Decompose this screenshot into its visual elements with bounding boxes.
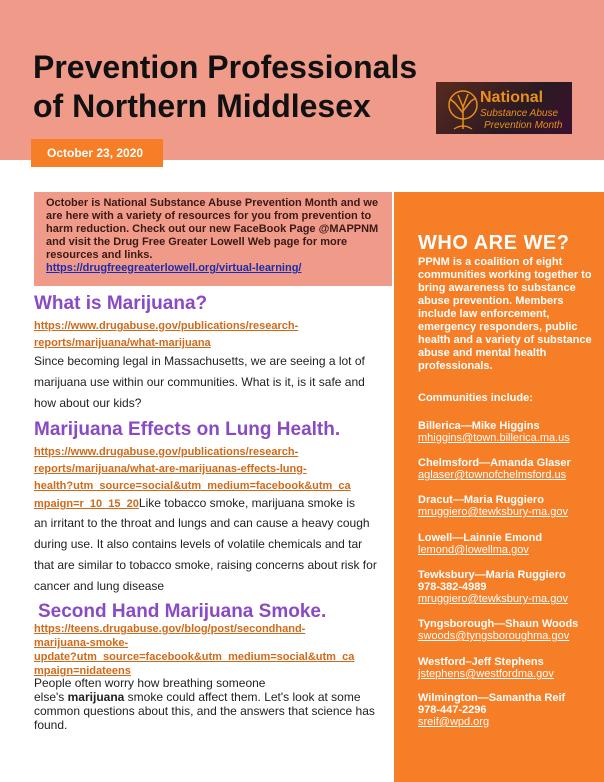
link-line: health?utm_source=social&utm_medium=facebook&utm_ca (34, 480, 351, 492)
section-title-lung-health: Marijuana Effects on Lung Health. (34, 419, 341, 440)
body-line: an irritant to the throat and lungs and can cause a heavy cough (34, 516, 370, 530)
member-lowell (418, 532, 602, 556)
section-title-second-hand-smoke: Second Hand Marijuana Smoke. (38, 601, 327, 622)
link-line: https://www.drugabuse.gov/publications/research- (34, 320, 299, 332)
member-name: Tewksbury—Maria Ruggiero (418, 569, 566, 581)
member-email-link[interactable]: swoods@tyngsboroughma.gov (418, 630, 570, 642)
logo-text-substance-abuse: Substance Abuse (480, 108, 559, 119)
member-name: Tyngsborough—Shaun Woods (418, 618, 579, 630)
member-email-link[interactable]: mruggiero@tewksbury-ma.gov (418, 506, 568, 518)
member-email-link[interactable]: sreif@wpd.org (418, 716, 490, 728)
who-are-we-sidebar (394, 192, 604, 782)
coalition-description: PPNM is a coalition of eight communities working together to bring awareness to substance abuse prevention. Members include law enforcement, emergency responders, public health and a variety of substance abuse and mental health professionals. (418, 256, 592, 372)
link-line: https://www.drugabuse.gov/publications/research- (34, 446, 299, 458)
link-line: reports/marijuana/what-are-marijuanas-effects-lung- (34, 463, 307, 475)
link-line: https://teens.drugabuse.gov/blog/post/secondhand- (34, 623, 306, 635)
link-line: update?utm_source=facebook&utm_medium=social&utm_ca (34, 651, 355, 663)
member-westford (418, 656, 602, 680)
drug-free-lowell-link[interactable]: https://drugfreegreaterlowell.org/virtual-learning/ (46, 262, 302, 274)
member-name: Westford–Jeff Stephens (418, 656, 544, 668)
title-line-2: of Northern Middlesex (33, 88, 371, 124)
body-line: common questions about this, and the answers that science has (34, 704, 375, 718)
lung-health-link[interactable] (34, 444, 386, 513)
logo-text-national: National (480, 89, 544, 106)
body-line: how about our kids? (34, 396, 142, 410)
second-hand-smoke-body (34, 676, 375, 732)
body-line: marijuana use within our communities. What is it, is it safe and (34, 375, 365, 389)
body-line: during use. It also contains levels of volatile chemicals and tar (34, 537, 363, 551)
body-line: that are similar to tobacco smoke, raising concerns about risk for (34, 558, 377, 572)
link-line: marijuana-smoke- (34, 637, 129, 649)
member-email-link[interactable]: mhiggins@town.billerica.ma.us (418, 432, 570, 444)
communities-label: Communities include: (418, 392, 533, 404)
who-are-we-heading: WHO ARE WE? (418, 232, 570, 254)
body-line: Since becoming legal in Massachusetts, we are seeing a lot of (34, 354, 365, 368)
body-line: People often worry how breathing someone (34, 676, 266, 690)
intro-text (46, 197, 382, 275)
member-email-link[interactable]: aglaser@townofchelmsford.us (418, 469, 567, 481)
page-title (33, 48, 417, 126)
member-name: Dracut—Maria Ruggiero (418, 494, 544, 506)
member-dracut (418, 494, 602, 518)
member-name: Billerica—Mike Higgins (418, 420, 540, 432)
member-name: Chelmsford—Amanda Glaser (418, 457, 571, 469)
body-line: Like tobacco smoke, marijuana smoke is (138, 496, 355, 510)
member-email-link[interactable]: mruggiero@tewksbury-ma.gov (418, 593, 568, 605)
body-line: cancer and lung disease (34, 579, 165, 593)
member-billerica (418, 420, 602, 444)
body-line: found. (34, 718, 68, 732)
member-phone: 978-447-2296 (418, 704, 487, 716)
member-phone: 978-382-4989 (418, 581, 487, 593)
intro-box (34, 192, 392, 286)
member-name: Wilmington—Samantha Reif (418, 692, 566, 704)
logo-text-prevention-month: Prevention Month (484, 120, 563, 131)
member-email-link[interactable]: lemond@lowellma.gov (418, 544, 529, 556)
link-line: mpaign=nidateens (34, 665, 131, 677)
member-wilmington (418, 692, 602, 728)
bold-word-marijuana: marijuana (67, 690, 125, 704)
date-badge: October 23, 2020 (31, 139, 163, 167)
member-name: Lowell—Lainnie Emond (418, 532, 543, 544)
section-title-what-is-marijuana: What is Marijuana? (34, 293, 208, 314)
member-tewksbury (418, 569, 602, 605)
what-is-marijuana-link[interactable] (34, 318, 298, 352)
body-line-end: smoke could affect them. Let's look at some (124, 690, 361, 704)
member-chelmsford (418, 457, 602, 481)
second-hand-smoke-link[interactable] (34, 622, 354, 678)
intro-paragraph: October is National Substance Abuse Prevention Month and we are here with a variety of resources for you from prevention to harm reduction. Check out our new FaceBook Page @MAPPNM and visit the Drug Free Greater Lowell Web page for more resources and links. (46, 197, 379, 261)
what-is-marijuana-body (34, 351, 365, 414)
member-email-link[interactable]: jstephens@westfordma.gov (418, 668, 554, 680)
body-line-start: else's (34, 690, 68, 704)
title-line-1: Prevention Professionals (33, 49, 418, 85)
link-line: mpaign=r_10_15_20 (34, 498, 139, 510)
link-line: reports/marijuana/what-marijuana (34, 337, 211, 349)
header-banner (0, 0, 604, 160)
member-tyngsborough (418, 618, 602, 642)
lung-health-content (34, 444, 386, 597)
national-prevention-month-logo (436, 82, 572, 134)
